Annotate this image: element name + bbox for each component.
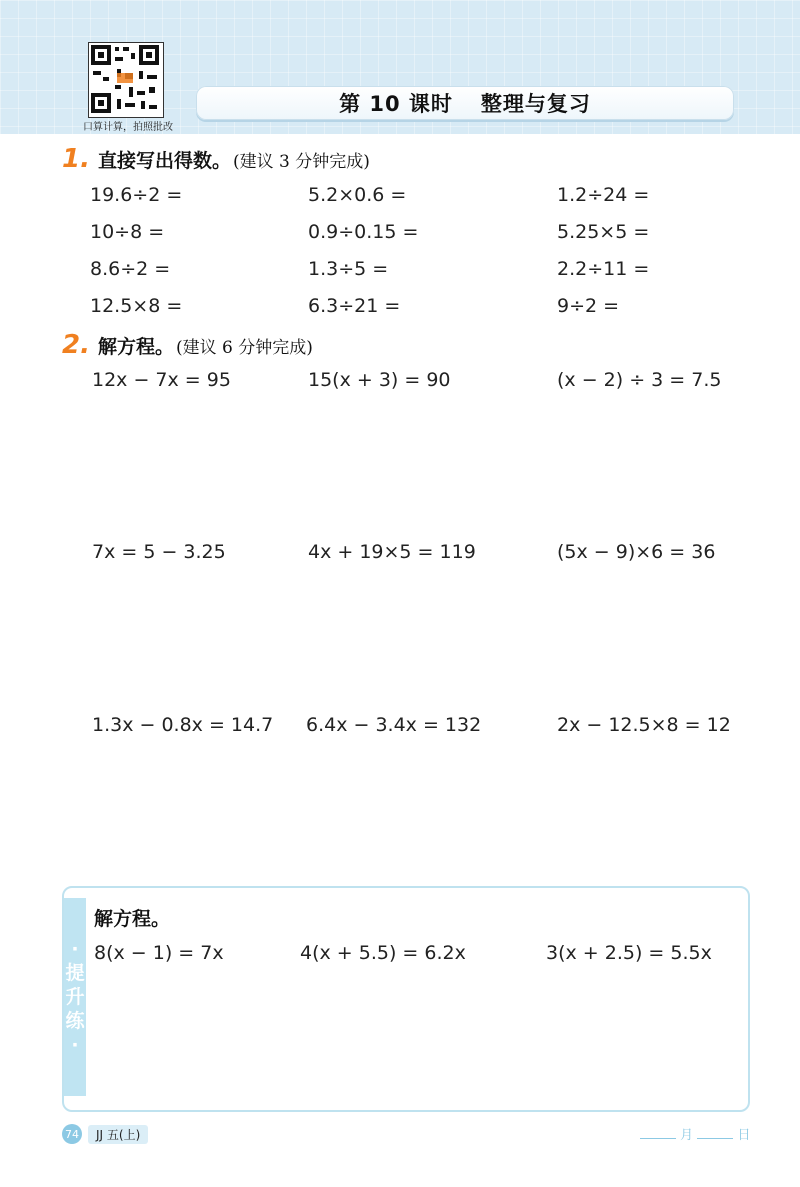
bonus-side-label <box>64 898 86 1096</box>
footer-left <box>62 1124 148 1144</box>
q2-equation: 6.4x − 3.4x = 132 <box>306 714 482 736</box>
question-2-heading <box>62 330 313 360</box>
bonus-equation: 8(x − 1) = 7x <box>94 942 224 964</box>
q1-item: 1.2÷24 = <box>557 184 650 206</box>
lesson-topic: 整理与复习 <box>480 92 591 116</box>
q2-equation: 4x + 19×5 = 119 <box>308 541 476 563</box>
q1-item: 2.2÷11 = <box>557 258 650 280</box>
q1-item: 6.3÷21 = <box>308 295 401 317</box>
q2-equation: 2x − 12.5×8 = 12 <box>557 714 731 736</box>
qr-code-icon[interactable] <box>88 42 164 118</box>
month-label: 月 <box>680 1128 694 1143</box>
q1-item: 5.25×5 = <box>557 221 650 243</box>
bonus-side-char: 提 <box>65 962 85 984</box>
question-2-number: 2. <box>62 330 90 360</box>
bonus-title: 解方程。 <box>94 908 171 930</box>
day-blank[interactable] <box>697 1138 733 1139</box>
q1-item: 5.2×0.6 = <box>308 184 407 206</box>
day-label: 日 <box>737 1128 751 1143</box>
question-1-title: 直接写出得数。 <box>97 150 231 172</box>
date-fields <box>640 1124 750 1143</box>
q1-item: 12.5×8 = <box>90 295 183 317</box>
q1-item: 19.6÷2 = <box>90 184 183 206</box>
q2-equation: (x − 2) ÷ 3 = 7.5 <box>557 369 722 391</box>
q1-item: 8.6÷2 = <box>90 258 171 280</box>
bonus-side-char: 升 <box>65 986 85 1008</box>
lesson-number: 第 10 课时 <box>339 92 453 116</box>
q1-item: 9÷2 = <box>557 295 620 317</box>
bonus-equation: 3(x + 2.5) = 5.5x <box>546 942 712 964</box>
page-title <box>196 86 734 120</box>
q2-equation: 7x = 5 − 3.25 <box>92 541 226 563</box>
question-1-heading <box>62 144 370 174</box>
q2-equation: (5x − 9)×6 = 36 <box>557 541 716 563</box>
question-1-note: (建议 3 分钟完成) <box>232 152 370 172</box>
q2-equation: 1.3x − 0.8x = 14.7 <box>92 714 274 736</box>
bonus-equation: 4(x + 5.5) = 6.2x <box>300 942 466 964</box>
q1-item: 1.3÷5 = <box>308 258 389 280</box>
q2-equation: 12x − 7x = 95 <box>92 369 231 391</box>
bonus-side-dot: · <box>71 938 79 960</box>
q2-equation: 15(x + 3) = 90 <box>308 369 451 391</box>
question-1-number: 1. <box>62 144 90 174</box>
q1-item: 10÷8 = <box>90 221 165 243</box>
page-number: 74 <box>62 1124 82 1144</box>
bonus-side-dot: · <box>71 1034 79 1056</box>
question-2-title: 解方程。 <box>97 336 174 358</box>
question-2-note: (建议 6 分钟完成) <box>175 338 313 358</box>
qr-caption: 口算计算，拍照批改 <box>83 122 173 133</box>
month-blank[interactable] <box>640 1138 676 1139</box>
bonus-practice-box <box>62 886 750 1112</box>
bonus-side-char: 练 <box>65 1010 85 1032</box>
book-label: JJ 五(上) <box>88 1125 148 1144</box>
q1-item: 0.9÷0.15 = <box>308 221 419 243</box>
